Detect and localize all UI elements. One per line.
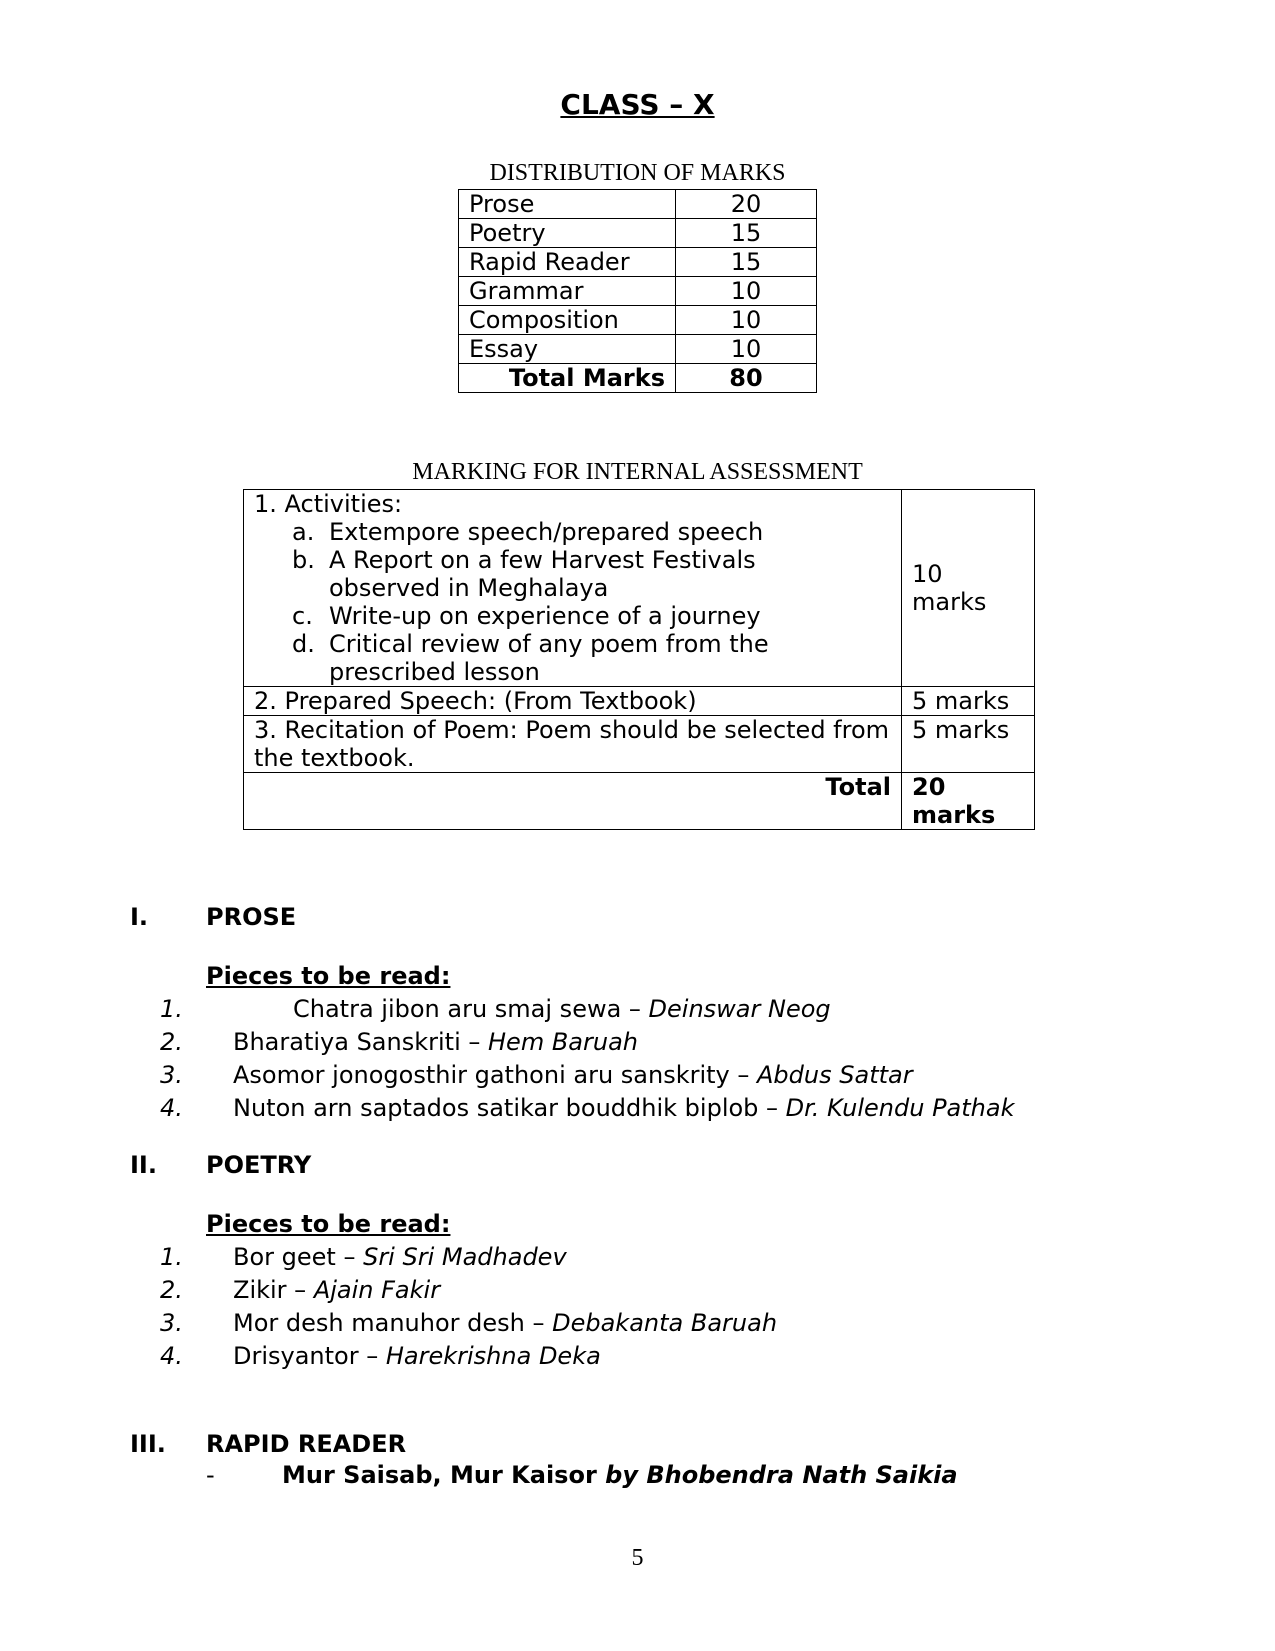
table-row [459, 248, 817, 277]
list-item [160, 1028, 638, 1056]
item-number: 3. [160, 1309, 183, 1337]
activity-text: Write-up on experience of a journey [329, 602, 761, 630]
total-label: Total Marks [459, 364, 676, 393]
internal-assessment-table [243, 489, 1035, 830]
item-author: Ajain Fakir [313, 1276, 441, 1304]
total-value: 80 [676, 364, 817, 393]
list-item [160, 995, 831, 1023]
item-title: Bor geet – [233, 1243, 364, 1271]
subject-name: Composition [459, 306, 676, 335]
table-row [244, 687, 1035, 716]
item-author: Debakanta Baruah [552, 1309, 778, 1337]
activity-letter: c. [292, 602, 313, 630]
internal-caption: MARKING FOR INTERNAL ASSESSMENT [412, 459, 863, 485]
list-item [160, 1094, 1015, 1122]
list-item [160, 1243, 567, 1271]
prepared-speech-marks: 5 marks [902, 687, 1035, 716]
activity-letter: d. [292, 630, 315, 658]
item-number: 2. [160, 1276, 183, 1304]
item-title: Bharatiya Sanskriti – [233, 1028, 488, 1056]
activities-marks: 10 marks [902, 490, 1035, 687]
item-title: Chatra jibon aru smaj sewa – [293, 995, 649, 1023]
item-author: Dr. Kulendu Pathak [785, 1094, 1015, 1122]
item-title: Nuton arn saptados satikar bouddhik biplob – [233, 1094, 786, 1122]
item-author: Abdus Sattar [757, 1061, 913, 1089]
activities-cell [244, 490, 902, 687]
subject-name: Rapid Reader [459, 248, 676, 277]
section-number: III. [130, 1430, 166, 1458]
item-number: 1. [160, 995, 183, 1023]
page-title: CLASS – X [560, 88, 715, 121]
subject-marks: 20 [676, 190, 817, 219]
page-number: 5 [631, 1545, 644, 1571]
section-title: POETRY [206, 1151, 312, 1179]
item-author: Deinswar Neog [648, 995, 831, 1023]
activity-text: A Report on a few Harvest Festivals observed in Meghalaya [329, 546, 756, 602]
item-title: Zikir – [233, 1276, 314, 1304]
recitation-cell: 3. Recitation of Poem: Poem should be selected from the textbook. [244, 716, 902, 773]
recitation-marks: 5 marks [902, 716, 1035, 773]
item-author: Harekrishna Deka [385, 1342, 601, 1370]
pieces-label: Pieces to be read: [206, 1210, 451, 1238]
table-row [459, 219, 817, 248]
subject-marks: 10 [676, 277, 817, 306]
book-author: by Bhobendra Nath Saikia [605, 1461, 958, 1489]
activity-item [254, 546, 891, 602]
distribution-table [458, 189, 817, 393]
item-title: Mor desh manuhor desh – [233, 1309, 553, 1337]
table-row [459, 277, 817, 306]
subject-name: Grammar [459, 277, 676, 306]
table-row [459, 306, 817, 335]
item-number: 2. [160, 1028, 183, 1056]
subject-name: Essay [459, 335, 676, 364]
total-value: 20 marks [902, 773, 1035, 830]
total-row [459, 364, 817, 393]
item-title: Asomor jonogosthir gathoni aru sanskrity – [233, 1061, 758, 1089]
activity-text: Critical review of any poem from the prescribed lesson [329, 630, 769, 686]
item-title: Drisyantor – [233, 1342, 386, 1370]
table-row [459, 190, 817, 219]
item-number: 3. [160, 1061, 183, 1089]
activity-letter: b. [292, 546, 315, 574]
activity-letter: a. [292, 518, 315, 546]
subject-marks: 15 [676, 248, 817, 277]
section-number: II. [130, 1151, 157, 1179]
dash-bullet: - [206, 1461, 215, 1489]
subject-name: Prose [459, 190, 676, 219]
section-heading-rapid-reader [130, 1430, 406, 1458]
subject-name: Poetry [459, 219, 676, 248]
item-author: Sri Sri Madhadev [363, 1243, 567, 1271]
total-row [244, 773, 1035, 830]
pieces-label: Pieces to be read: [206, 962, 451, 990]
rapid-reader-book [206, 1461, 958, 1489]
section-title: PROSE [206, 903, 297, 931]
activity-item [254, 630, 891, 686]
subject-marks: 10 [676, 306, 817, 335]
section-number: I. [130, 903, 149, 931]
activity-text: Extempore speech/prepared speech [329, 518, 764, 546]
book-title: Mur Saisab, Mur Kaisor [282, 1461, 606, 1489]
activity-item [254, 518, 891, 546]
distribution-caption: DISTRIBUTION OF MARKS [489, 160, 786, 186]
table-row [459, 335, 817, 364]
section-heading-poetry [130, 1151, 311, 1179]
list-item [160, 1061, 913, 1089]
subject-marks: 15 [676, 219, 817, 248]
activity-item [254, 602, 891, 630]
item-number: 4. [160, 1342, 183, 1370]
section-heading-prose [130, 903, 296, 931]
list-item [160, 1309, 777, 1337]
total-label: Total [244, 773, 902, 830]
table-row [244, 716, 1035, 773]
item-number: 1. [160, 1243, 183, 1271]
activities-heading: 1. Activities: [254, 490, 403, 518]
list-item [160, 1342, 601, 1370]
section-title: RAPID READER [206, 1430, 407, 1458]
table-row [244, 490, 1035, 687]
item-number: 4. [160, 1094, 183, 1122]
list-item [160, 1276, 440, 1304]
subject-marks: 10 [676, 335, 817, 364]
item-author: Hem Baruah [488, 1028, 638, 1056]
prepared-speech-cell: 2. Prepared Speech: (From Textbook) [244, 687, 902, 716]
